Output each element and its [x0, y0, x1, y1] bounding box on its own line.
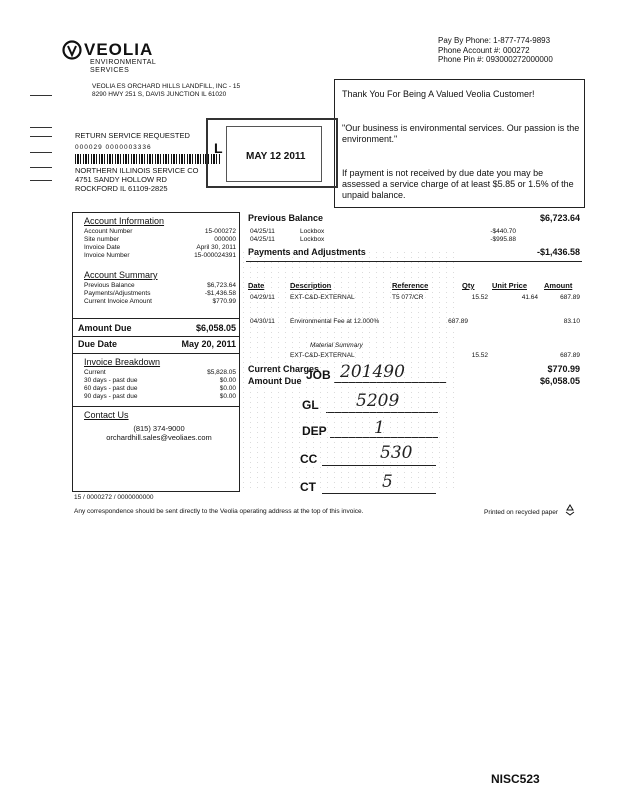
gl-value: 5209 — [356, 391, 400, 411]
current-charges-value: $770.99 — [547, 364, 580, 374]
previous-balance-value: $6,723.64 — [539, 213, 580, 223]
company-address: VEOLIA ES ORCHARD HILLS LANDFILL, INC - 15 8290 HWY 251 S, DAVIS JUNCTION IL 61020 — [92, 83, 241, 98]
prev-balance-amount: -$440.70 — [490, 228, 516, 235]
material-qty: 15.52 — [471, 352, 488, 359]
barcode-number: 000029 0000003336 — [75, 144, 152, 151]
prev-balance-date: 04/25/11 — [250, 236, 275, 243]
veolia-logo-icon — [62, 40, 82, 60]
invoice-breakdown-title: Invoice Breakdown — [84, 357, 161, 367]
pay-by-phone-number: Pay By Phone: 1-877-774-9893 — [438, 36, 551, 45]
contact-title: Contact Us — [84, 410, 129, 420]
cc-line — [322, 465, 436, 466]
item-date: 04/29/11 — [250, 294, 275, 301]
prev-balance-amount: -$995.88 — [490, 236, 516, 243]
pay-by-phone — [438, 36, 553, 65]
prev-balance-desc: Lockbox — [300, 228, 325, 235]
divider — [246, 261, 582, 262]
customer-name: NORTHERN ILLINOIS SERVICE CO — [75, 166, 199, 175]
current-charges-label: Current Charges — [248, 364, 320, 374]
margin-mark — [30, 180, 52, 181]
item-qty: 687.89 — [448, 318, 468, 325]
material-desc: EXT-C&D-EXTERNAL — [290, 352, 355, 359]
gl-line — [326, 412, 438, 413]
item-date: 04/30/11 — [250, 318, 275, 325]
item-desc: EXT-C&D-EXTERNAL — [290, 294, 355, 301]
amount-due-value: $6,058.05 — [195, 323, 236, 333]
recycled-note: Printed on recycled paper — [484, 509, 559, 516]
due-date-label: Due Date — [78, 339, 118, 349]
margin-mark — [30, 167, 52, 168]
ct-label: CT — [300, 480, 316, 494]
phone-account: Phone Account #: 000272 — [438, 45, 530, 55]
total-amount-due-label: Amount Due — [248, 376, 302, 386]
customer-city: ROCKFORD IL 61109-2825 — [75, 184, 168, 193]
previous-balance-label: Previous Balance — [248, 213, 324, 223]
material-summary-label: Material Summary — [310, 342, 363, 349]
postal-barcode — [75, 154, 221, 164]
account-summary-values: $6,723.64 -$1,436.58 $770.99 — [204, 282, 236, 305]
company-subtitle: ENVIRONMENTAL SERVICES — [90, 59, 157, 74]
gl-label: GL — [302, 398, 319, 412]
material-amount: 687.89 — [560, 352, 580, 359]
col-unit-price: Unit Price — [492, 281, 528, 290]
payments-value: -$1,436.58 — [536, 247, 580, 257]
ct-line — [322, 493, 436, 494]
invoice-breakdown-values: $5,828.05 $0.00 $0.00 $0.00 — [207, 369, 236, 400]
col-description: Description — [290, 281, 332, 290]
job-line — [334, 382, 446, 383]
item-desc: Environmental Fee at 12.000% — [290, 318, 380, 325]
thank-you-message: Thank You For Being A Valued Veolia Customer! — [342, 89, 535, 99]
footer-code: 15 / 0000272 / 0000000000 — [74, 494, 154, 501]
account-info-values: 15-000272 000000 April 30, 2011 15-000024391 — [194, 228, 236, 259]
contact-email[interactable]: orchardhill.sales@veoliaes.com — [106, 433, 212, 442]
stamp-date: MAY 12 2011 — [246, 151, 306, 162]
job-label: JOB — [306, 368, 331, 382]
col-date: Date — [248, 281, 265, 290]
col-qty: Qty — [462, 281, 475, 290]
cc-value: 530 — [380, 443, 413, 463]
contact-phone: (815) 374-9000 — [133, 424, 185, 433]
account-info-title: Account Information — [84, 216, 165, 226]
item-amount: 687.89 — [560, 294, 580, 301]
amount-due-label: Amount Due — [78, 323, 132, 333]
divider — [72, 406, 240, 407]
total-amount-due-value: $6,058.05 — [539, 376, 580, 386]
dep-label: DEP — [302, 424, 327, 438]
account-summary-labels: Previous Balance Payments/Adjustments Current Invoice Amount — [84, 282, 152, 305]
ct-value: 5 — [382, 472, 393, 492]
item-unit: 41.64 — [521, 294, 538, 301]
divider — [72, 318, 240, 319]
item-amount: 83.10 — [563, 318, 580, 325]
margin-mark — [30, 136, 52, 137]
recycle-icon — [564, 504, 576, 516]
item-qty: 15.52 — [471, 294, 488, 301]
document-id: NISC523 — [491, 772, 540, 786]
margin-mark — [30, 95, 52, 96]
company-name: VEOLIA — [84, 40, 154, 59]
divider — [72, 353, 240, 354]
due-date-value: May 20, 2011 — [181, 339, 236, 349]
stamp-initial: L — [214, 140, 223, 156]
item-ref: T5 077/CR — [392, 294, 424, 301]
phone-pin: Phone Pin #: 093000272000000 — [438, 55, 553, 64]
col-reference: Reference — [392, 281, 429, 290]
prev-balance-desc: Lockbox — [300, 236, 325, 243]
cc-label: CC — [300, 452, 318, 466]
divider — [72, 336, 240, 337]
invoice-breakdown-labels: Current 30 days - past due 60 days - past due 90 days - past due — [84, 369, 138, 400]
customer-street: 4751 SANDY HOLLOW RD — [75, 175, 167, 184]
account-summary-title: Account Summary — [84, 270, 158, 280]
correspondence-note: Any correspondence should be sent directly to the Veolia operating address at the top of this invoice. — [74, 508, 364, 515]
margin-mark — [30, 152, 52, 153]
payments-label: Payments and Adjustments — [248, 247, 366, 257]
prev-balance-row: 04/25/11 — [250, 228, 275, 235]
return-service: RETURN SERVICE REQUESTED — [75, 131, 190, 140]
late-payment-notice: If payment is not received by due date you may be assessed a service charge of at least $5.85 or 1.5% of the unpaid balance. — [342, 168, 574, 200]
job-value: 201490 — [340, 362, 405, 382]
mission-statement: "Our business is environmental services. Our passion is the environment." — [342, 123, 580, 144]
margin-mark — [30, 127, 52, 128]
col-amount: Amount — [544, 281, 573, 290]
account-info-labels: Account Number Site number Invoice Date Invoice Number — [84, 228, 133, 259]
dep-value: 1 — [374, 418, 385, 438]
customer-address — [75, 166, 199, 193]
